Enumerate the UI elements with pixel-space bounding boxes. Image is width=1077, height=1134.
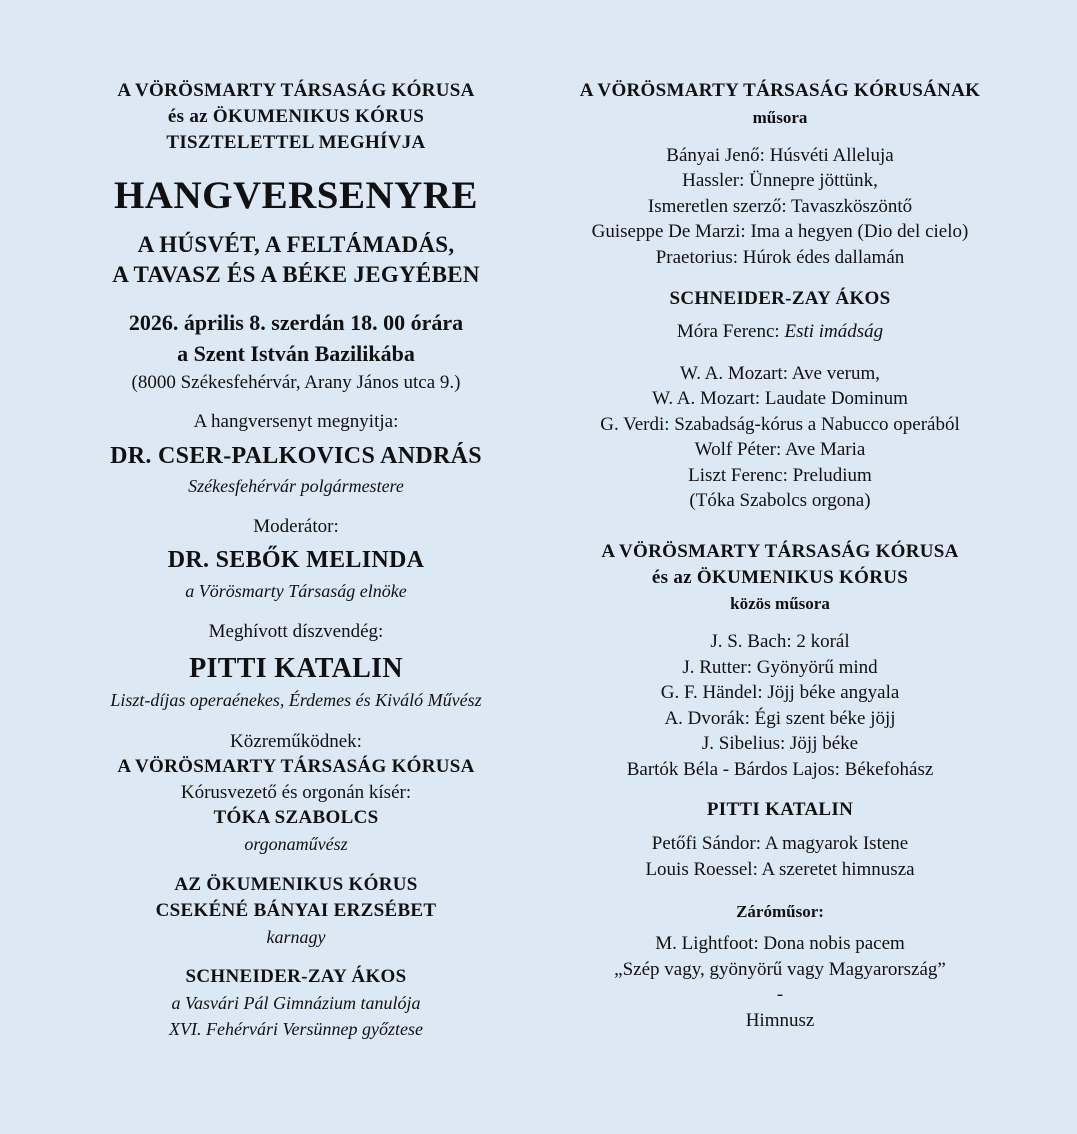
closing-title: Záróműsor: xyxy=(736,902,824,921)
choir-1: A VÖRÖSMARTY TÁRSASÁG KÓRUSA xyxy=(117,756,475,777)
reciter-piece-work: Esti imádság xyxy=(784,321,884,342)
choir-1-director-label: Kórusvezető és orgonán kísér: xyxy=(180,782,412,803)
reciter-piece xyxy=(530,321,1030,343)
choir-2: AZ ÖKUMENIKUS KÓRUS xyxy=(174,874,418,895)
reciter-role-2: XVI. Fehérvári Versünnep győztese xyxy=(169,1019,423,1039)
reciter-title: SCHNEIDER-ZAY ÁKOS xyxy=(669,288,891,309)
moderator-role: a Vörösmarty Társaság elnöke xyxy=(185,581,407,601)
program-item: J. Rutter: Gyönyörű mind xyxy=(682,657,878,678)
guest-name: PITTI KATALIN xyxy=(189,653,403,684)
opener-name: DR. CSER-PALKOVICS ANDRÁS xyxy=(110,443,482,469)
event-address: (8000 Székesfehérvár, Arany János utca 9.) xyxy=(131,372,461,393)
program-item: Bányai Jenő: Húsvéti Alleluja xyxy=(666,145,894,166)
event-venue: a Szent István Bazilikába xyxy=(177,341,415,366)
event-title: HANGVERSENYRE xyxy=(113,174,479,217)
reciter-name: SCHNEIDER-ZAY ÁKOS xyxy=(185,966,407,987)
host-choir-2: és az ÖKUMENIKUS KÓRUS xyxy=(167,106,425,127)
program-item: J. Sibelius: Jöjj béke xyxy=(701,733,859,754)
joint-title-2: és az ÖKUMENIKUS KÓRUS xyxy=(651,567,909,588)
program-item: A. Dvorák: Égi szent béke jöjj xyxy=(664,708,896,729)
performers-label: Közreműködnek: xyxy=(230,731,362,752)
program-item: Himnusz xyxy=(745,1010,815,1031)
program-1-sub: műsora xyxy=(752,108,808,127)
choir-1-director-role: orgonaművész xyxy=(244,834,348,854)
program-item: M. Lightfoot: Dona nobis pacem xyxy=(655,933,905,954)
program-1-title: A VÖRÖSMARTY TÁRSASÁG KÓRUSÁNAK xyxy=(579,80,981,101)
opener-role: Székesfehérvár polgármestere xyxy=(188,476,404,496)
joint-title-1: A VÖRÖSMARTY TÁRSASÁG KÓRUSA xyxy=(601,541,959,562)
program-item: W. A. Mozart: Ave verum, xyxy=(680,363,880,384)
moderator-name: DR. SEBŐK MELINDA xyxy=(167,547,425,573)
guest-label: Meghívott díszvendég: xyxy=(208,621,384,642)
host-choir: A VÖRÖSMARTY TÁRSASÁG KÓRUSA xyxy=(117,80,475,101)
joint-sub: közös műsora xyxy=(730,594,830,613)
program-item: Wolf Péter: Ave Maria xyxy=(694,439,866,460)
theme-line-2: A TAVASZ ÉS A BÉKE JEGYÉBEN xyxy=(112,262,480,287)
program-item: Hassler: Ünnepre jöttünk, xyxy=(682,170,878,191)
invite-line: TISZTELETTEL MEGHÍVJA xyxy=(166,132,426,153)
choir-2-director: CSEKÉNÉ BÁNYAI ERZSÉBET xyxy=(155,900,437,921)
program-item: J. S. Bach: 2 korál xyxy=(710,631,850,652)
choir-2-director-role: karnagy xyxy=(266,927,326,947)
reciter-role-1: a Vasvári Pál Gimnázium tanulója xyxy=(171,993,421,1013)
choir-1-director: TÓKA SZABOLCS xyxy=(213,807,379,828)
moderator-label: Moderátor: xyxy=(253,516,339,537)
theme-line-1: A HÚSVÉT, A FELTÁMADÁS, xyxy=(137,232,455,257)
opener-label: A hangversenyt megnyitja: xyxy=(193,411,399,432)
program-item: W. A. Mozart: Laudate Dominum xyxy=(652,388,908,409)
program-item: Praetorius: Húrok édes dallamán xyxy=(655,247,905,268)
guest-role: Liszt-díjas operaénekes, Érdemes és Kiváló Művész xyxy=(110,690,482,710)
program-item: G. F. Händel: Jöjj béke angyala xyxy=(660,682,900,703)
soloist-title: PITTI KATALIN xyxy=(706,799,854,820)
program-item: Bartók Béla - Bárdos Lajos: Békefohász xyxy=(626,759,934,780)
program-item: Guiseppe De Marzi: Ima a hegyen (Dio del cielo) xyxy=(591,221,969,242)
program-item: (Tóka Szabolcs orgona) xyxy=(689,490,871,511)
program-separator: - xyxy=(776,984,784,1005)
program-item: Ismeretlen szerző: Tavaszköszöntő xyxy=(647,196,913,217)
program-item: Petőfi Sándor: A magyarok Istene xyxy=(651,833,909,854)
program-item: G. Verdi: Szabadság-kórus a Nabucco operából xyxy=(600,414,960,435)
program-item: Louis Roessel: A szeretet himnusza xyxy=(645,859,915,880)
event-date: 2026. április 8. szerdán 18. 00 órára xyxy=(128,310,464,335)
program-item: Liszt Ferenc: Preludium xyxy=(688,465,872,486)
reciter-piece-author: Móra Ferenc: xyxy=(676,321,785,342)
program-item: „Szép vagy, gyönyörű vagy Magyarország” xyxy=(614,959,946,980)
